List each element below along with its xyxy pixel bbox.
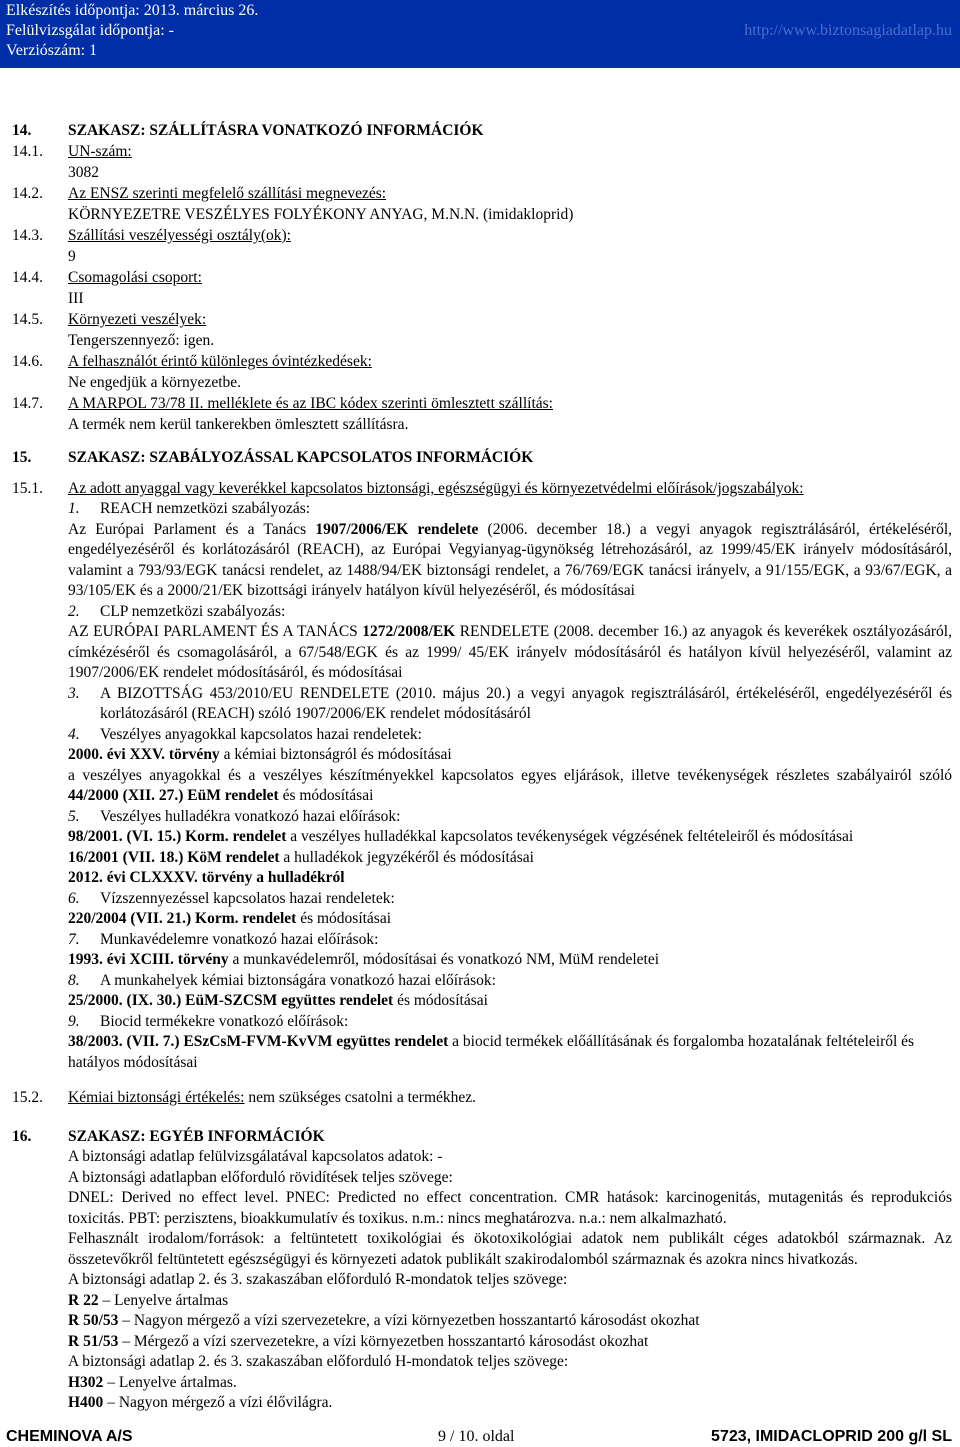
regulation-item-6: 6. Vízszennyezéssel kapcsolatos hazai rendeletek: 220/2004 (VII. 21.) Korm. rendelet és módosításai xyxy=(68,889,952,930)
page-number: 9 / 10. oldal xyxy=(438,1428,515,1445)
sources-text: Felhasznált irodalom/források: a feltüntetett toxikológiai és ökotoxikológiai adatok nem publikált céges adatokból származnak. Az összetevőkről feltüntetett egészségügyi és környezeti adatok publikált szakirodalomból származnak és azokra nincs hivatkozás. xyxy=(68,1230,952,1268)
h-phrase-302: H302 – Lenyelve ártalmas. xyxy=(68,1373,237,1391)
section-title: SZAKASZ: EGYÉB INFORMÁCIÓK xyxy=(68,1128,325,1145)
subsection-number: 14.5. xyxy=(12,311,43,328)
revision-date: Felülvizsgálat időpontja: - xyxy=(6,22,174,39)
subsection-item xyxy=(0,267,960,288)
section-number: 15. xyxy=(12,449,32,466)
subsection-15-2: 15.2. Kémiai biztonsági értékelés: nem szükséges csatolni a termékhez. xyxy=(12,1089,477,1106)
version-number: Verziószám: 1 xyxy=(6,42,98,59)
subsection-number: 15.1. xyxy=(12,480,43,497)
subsection-label: Kémiai biztonsági értékelés: xyxy=(68,1089,245,1106)
regulation-item-5: 5. Veszélyes hulladékra vonatkozó hazai előírások: 98/2001. (VI. 15.) Korm. rendelet a veszélyes hulladékkal kapcsolatos tevékenységek végzésének feltételeiről és módosításai 16/2001 (VII. 18.) KöM rendelet a hulladékok jegyzékéről és módosításai 2012. évi CLXXXV. törvény a hulladékról xyxy=(68,807,952,889)
subsection-item xyxy=(0,309,960,330)
subsection-value: A termék nem kerül tankerekben ömlesztett szállításra. xyxy=(68,416,409,433)
revision-info: A biztonsági adatlap felülvizsgálatával kapcsolatos adatok: - xyxy=(68,1148,443,1165)
r-phrase-51-53: R 51/53 – Mérgező a vízi szervezetekre, a vízi környezetben hosszantartó károsodást okozhat xyxy=(68,1332,649,1350)
subsection-label: Környezeti veszélyek: xyxy=(68,311,207,328)
r-phrase-22: R 22 – Lenyelve ártalmas xyxy=(68,1291,229,1309)
regulation-text: 38/2003. (VII. 7.) ESzCsM-FVM-KvVM együttes rendelet a biocid termékek előállításának és forgalomba hozatalának feltételeiről és hatályos módosításai xyxy=(68,1033,915,1071)
subsection-item xyxy=(0,351,960,372)
regulation-item-9: 9. Biocid termékekre vonatkozó előírások: 38/2003. (VII. 7.) ESzCsM-FVM-KvVM együttes rendelet a biocid termékek előállításának és forgalomba hozatalának feltételeiről és hatályos módosításai xyxy=(68,1012,952,1074)
regulation-text: 2000. évi XXV. törvény a kémiai biztonságról és módosításai xyxy=(68,746,452,763)
h-phrases-heading: A biztonsági adatlap 2. és 3. szakaszában előforduló H-mondatok teljes szövege: xyxy=(68,1353,569,1370)
regulation-item-1: 1. REACH nemzetközi szabályozás: Az Európai Parlament és a Tanács 1907/2006/EK rendelete (2006. december 18.) a vegyi anyagok regisztrálásáról, értékeléséről, engedélyezéséről és korlátozásáról (REACH), az Európai Vegyianyag-ügynökség létrehozásáról, az 1999/45/EK irányelv módosításáról, valamint a 793/93/EGK tanácsi rendelet, az 1488/94/EK biztonsági rendelet, a 76/769/EGK tanácsi irányelv, a 91/155/EGK, a 93/67/EGK, a 93/105/EK és a 2000/21/EK bizottsági irányelv hatályon kívül helyezéséről, és módosításai xyxy=(68,499,952,602)
subsection-label: A felhasználót érintő különleges óvintézkedések: xyxy=(68,353,372,370)
page-header xyxy=(0,0,960,68)
regulation-heading: A BIZOTTSÁG 453/2010/EU RENDELETE (2010. május 20.) a vegyi anyagok regisztrálásáról, értékeléséről, engedélyezéséről és korlátozásáról (REACH) szóló 1907/2006/EK rendelet módosításáról xyxy=(100,684,952,722)
section-14-items xyxy=(0,141,960,435)
abbreviations-heading: A biztonsági adatlapban előforduló rövidítések teljes szövege: xyxy=(68,1168,453,1186)
subsection-item xyxy=(0,225,960,246)
regulation-text: 98/2001. (VI. 15.) Korm. rendelet a veszélyes hulladékkal kapcsolatos tevékenységek végzésének feltételeiről és módosításai xyxy=(68,828,854,845)
section-title: SZAKASZ: SZÁLLÍTÁSRA VONATKOZÓ INFORMÁCIÓK xyxy=(68,122,484,139)
regulation-text: AZ EURÓPAI PARLAMENT ÉS A TANÁCS 1272/2008/EK RENDELETE (2008. december 16.) az anyagok és keverékek osztályozásáról, címkézéséről és csomagolásáról, a 67/548/EGK és az 1999/ 45/EK irányelv módosításáról és hatályon kívül helyezéséről, valamint az 1907/2006/EK rendelet módosításáról, és módosításai xyxy=(68,623,952,681)
regulation-item-8: 8. A munkahelyek kémiai biztonságára vonatkozó hazai előírások: 25/2000. (IX. 30.) EüM-SZCSM együttes rendelet és módosításai xyxy=(68,971,952,1012)
regulation-text: a veszélyes anyagokkal és a veszélyes készítményekkel kapcsolatos egyes eljárások, illetve tevékenységek részletes szabályairól szóló 44/2000 (XII. 27.) EüM rendelet és módosításai xyxy=(68,766,952,804)
regulation-text: 2012. évi CLXXXV. törvény a hulladékról xyxy=(68,869,345,886)
creation-date: Elkészítés időpontja: 2013. március 26. xyxy=(6,2,259,19)
subsection-number: 14.4. xyxy=(12,269,43,286)
regulation-heading: Veszélyes hulladékra vonatkozó hazai előírások: xyxy=(100,807,401,825)
subsection-number: 14.3. xyxy=(12,227,43,244)
regulation-item-4: 4. Veszélyes anyagokkal kapcsolatos hazai rendeletek: 2000. évi XXV. törvény a kémiai biztonságról és módosításai a veszélyes anyagokkal és a veszélyes készítményekkel kapcsolatos egyes eljárások, illetve tevékenységek részletes szabályairól szóló 44/2000 (XII. 27.) EüM rendelet és módosításai xyxy=(68,725,952,807)
regulation-item-2: 2. CLP nemzetközi szabályozás: AZ EURÓPAI PARLAMENT ÉS A TANÁCS 1272/2008/EK RENDELETE (2008. december 16.) az anyagok és keverékek osztályozásáról, címkézéséről és csomagolásáról, a 67/548/EGK és az 1999/ 45/EK irányelv módosításáról és hatályon kívül helyezéséről, valamint az 1907/2006/EK rendelet módosításáról, és módosításai xyxy=(68,602,952,684)
product-name: 5723, IMIDACLOPRID 200 g/l SL xyxy=(711,1428,952,1445)
section-15-heading xyxy=(0,447,960,468)
abbreviations-text: DNEL: Derived no effect level. PNEC: Predicted no effect concentration. CMR hatások: karcinogenitás, mutagenitás és reprodukciós toxicitás. PBT: perzisztens, bioakkumulatív és toxikus. n.m.: nincs meghatározva. n.a.: nem alkalmazható. xyxy=(68,1189,952,1227)
subsection-label: UN-szám: xyxy=(68,143,132,160)
section-number: 16. xyxy=(12,1128,32,1145)
subsection-label: A MARPOL 73/78 II. melléklete és az IBC kódex szerinti ömlesztett szállítás: xyxy=(68,395,553,412)
page-footer xyxy=(0,1428,960,1447)
regulation-heading: A munkahelyek kémiai biztonságára vonatkozó hazai előírások: xyxy=(100,971,496,989)
regulation-heading: Veszélyes anyagokkal kapcsolatos hazai rendeletek: xyxy=(100,725,422,743)
regulation-heading: Munkavédelemre vonatkozó hazai előírások: xyxy=(100,930,379,948)
section-number: 14. xyxy=(12,122,32,139)
regulation-item-7: 7. Munkavédelemre vonatkozó hazai előírások: 1993. évi XCIII. törvény a munkavédelemről, módosításai és vonatkozó NM, MüM rendeletei xyxy=(68,930,952,971)
document-body xyxy=(0,120,960,1414)
subsection-value: KÖRNYEZETRE VESZÉLYES FOLYÉKONY ANYAG, M.N.N. (imidakloprid) xyxy=(68,206,574,223)
section-14-heading xyxy=(0,120,960,141)
h-phrase-400: H400 – Nagyon mérgező a vízi élővilágra. xyxy=(68,1394,333,1411)
subsection-item xyxy=(0,183,960,204)
website-link[interactable]: http://www.biztonsagiadatlap.hu xyxy=(744,22,952,39)
subsection-number: 14.6. xyxy=(12,353,43,370)
subsection-number: 14.7. xyxy=(12,395,43,412)
section-16-heading xyxy=(0,1126,960,1147)
subsection-number: 15.2. xyxy=(12,1089,43,1106)
subsection-value: 3082 xyxy=(68,164,99,181)
r-phrase-50-53: R 50/53 – Nagyon mérgező a vízi szervezetekre, a vízi környezetben hosszantartó károsodást okozhat xyxy=(68,1312,700,1329)
subsection-number: 14.1. xyxy=(12,143,43,160)
section-title: SZAKASZ: SZABÁLYOZÁSSAL KAPCSOLATOS INFORMÁCIÓK xyxy=(68,449,534,466)
r-phrases-heading: A biztonsági adatlap 2. és 3. szakaszában előforduló R-mondatok teljes szövege: xyxy=(68,1271,568,1288)
subsection-value: 9 xyxy=(68,248,76,265)
subsection-item xyxy=(0,141,960,162)
subsection-label: Csomagolási csoport: xyxy=(68,269,202,286)
regulation-text: 220/2004 (VII. 21.) Korm. rendelet és módosításai xyxy=(68,910,392,927)
regulation-text: Az Európai Parlament és a Tanács 1907/2006/EK rendelete (2006. december 18.) a vegyi anyagok regisztrálásáról, értékeléséről, engedélyezéséről és korlátozásáról (REACH), az Európai Vegyianyag-ügynökség létrehozásáról, az 1999/45/EK irányelv módosításáról, valamint a 793/93/EGK tanácsi rendelet, az 1488/94/EK biztonsági rendelet, a 76/769/EGK tanácsi irányelv, a 91/155/EGK, a 93/67/EGK, a 93/105/EK és a 2000/21/EK bizottsági irányelv hatályon kívül helyezéséről, és módosításai xyxy=(68,520,953,599)
regulation-heading: Biocid termékekre vonatkozó előírások: xyxy=(100,1012,349,1030)
subsection-value: III xyxy=(68,290,84,307)
subsection-value: Tengerszennyező: igen. xyxy=(68,332,215,349)
section-16-body xyxy=(68,1147,952,1414)
subsection-label: Az ENSZ szerinti megfelelő szállítási megnevezés: xyxy=(68,185,387,202)
subsection-label: Az adott anyaggal vagy keverékkel kapcsolatos biztonsági, egészségügyi és környezetvédelmi előírások/jogszabályok: xyxy=(68,480,804,497)
subsection-value: Ne engedjük a környezetbe. xyxy=(68,374,242,391)
regulation-heading: CLP nemzetközi szabályozás: xyxy=(100,602,286,620)
subsection-label: Szállítási veszélyességi osztály(ok): xyxy=(68,227,291,244)
regulation-text: 16/2001 (VII. 18.) KöM rendelet a hulladékok jegyzékéről és módosításai xyxy=(68,848,534,866)
company-name: CHEMINOVA A/S xyxy=(6,1428,133,1445)
regulation-heading: Vízszennyezéssel kapcsolatos hazai rendeletek: xyxy=(100,889,395,907)
regulation-heading: REACH nemzetközi szabályozás: xyxy=(100,500,311,517)
subsection-number: 14.2. xyxy=(12,185,43,202)
subsection-item xyxy=(0,393,960,414)
regulation-item-3: 3. A BIZOTTSÁG 453/2010/EU RENDELETE (2010. május 20.) a vegyi anyagok regisztrálásáról, értékeléséről, engedélyezéséről és korlátozásáról (REACH) szóló 1907/2006/EK rendelet módosításáról xyxy=(68,684,952,725)
regulation-text: 25/2000. (IX. 30.) EüM-SZCSM együttes rendelet és módosításai xyxy=(68,992,488,1009)
regulation-text: 1993. évi XCIII. törvény a munkavédelemről, módosításai és vonatkozó NM, MüM rendeletei xyxy=(68,951,660,968)
subsection-15-1 xyxy=(0,478,960,499)
